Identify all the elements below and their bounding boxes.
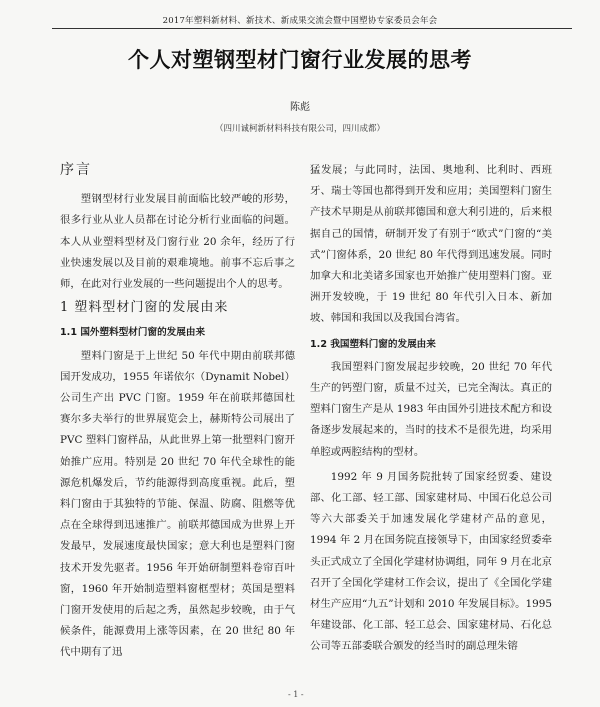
subsection-1-1-heading: 1.1 国外塑料型材门窗的发展由来 <box>60 327 206 339</box>
subsection-1-2-heading: 1.2 我国塑料门窗的发展由来 <box>310 338 436 350</box>
article-affiliation: （四川诚柯新材料科技有限公司，四川成都） <box>214 124 385 134</box>
right-column <box>310 160 552 658</box>
continued-paragraph: 猛发展；与此同时，法国、奥地利、比利时、西班牙、瑞士等国也都得到开发和应用；美国塑料门窗生产技术早期是从前联邦德国和意大利引进的，后来根据自己的国情，研制开发了有别于“欧式”门窗的“美式”门窗体系，20 世纪 80 年代得到迅速发展。同时加拿大和北美诸多国家也开始推广使用塑料门窗。亚洲开发较晚，于 19 世纪 80 年代引入日本、新加坡、韩国和我国以及我国台湾省。 <box>310 164 552 325</box>
preface-paragraph: 塑钢型材行业发展目前面临比较严峻的形势，很多行业从业人员都在讨论分析行业面临的问题。本人从业塑料型材及门窗行业 20 余年，经历了行业快速发展以及目前的艰难境地。前事不忘后事之师，在此对行业发展的一些问题提出个人的思考。 <box>60 193 295 291</box>
subsection-1-2-paragraph-1: 我国塑料门窗发展起步较晚，20 世纪 70 年代生产的钙塑门窗，质量不过关，已完全淘汰。真正的塑料门窗生产是从 1983 年由国外引进技术配方和设备逐步发展起来的，当时的技术不是很先进，均采用单腔或两腔结构的型材。 <box>310 360 552 458</box>
section-1-heading: 1 塑料型材门窗的发展由来 <box>60 300 229 316</box>
subsection-1-1-paragraph: 塑料门窗是于上世纪 50 年代中期由前联邦德国开发成功，1955 年诺依尔（Dynamit Nobel）公司生产出 PVC 门窗。1959 年在前联邦德国杜赛尔多夫举行的世界展览会上，赫斯特公司展出了 PVC 塑料门窗样品，从此世界上第一批塑料门窗开始推广应用。特别是 20 世纪 70 年代全球性的能源危机爆发后，节约能源得到高度重视。此后，塑料门窗由于其独特的节能、保温、防腐、阻燃等优点在全球得到迅速推广。前联邦德国成为世界上开发最早，发展速度最快国家；意大利也是塑料门窗技术开发先驱者。1956 年开始研制塑料卷帘百叶窗，1960 年开始制造塑料窗框型材；英国是塑料门窗开发使用的后起之秀，虽然起步较晚，由于气候条件，能源费用上涨等因素，在 20 世纪 80 年代中期有了迅 <box>60 349 295 659</box>
preface-heading: 序言 <box>60 162 92 178</box>
article-author: 陈彪 <box>290 102 310 113</box>
left-column <box>60 160 295 664</box>
page-number: - 1 - <box>288 690 304 699</box>
header-rule <box>52 28 572 29</box>
subsection-1-2-paragraph-2: 1992 年 9 月国务院批转了国家经贸委、建设部、化工部、轻工部、国家建材局、中国石化总公司等六大部委关于加速发展化学建材产品的意见，1994 年 2 月在国务院直接领导下，由国家经贸委牵头正式成立了全国化学建材协调组，同年 9 月在北京召开了全国化学建材工作会议，提出了《全国化学建材生产应用“九五”计划和 2010 年发展目标》。1995 年建设部、化工部、轻工总会、国家建材局、石化总公司等五部委联合颁发的经当时的副总理朱镕 <box>310 470 552 653</box>
article-title: 个人对塑钢型材门窗行业发展的思考 <box>128 48 472 72</box>
running-header: 2017年塑料新材料、新技术、新成果交流会暨中国塑协专家委员会年会 <box>162 16 438 26</box>
